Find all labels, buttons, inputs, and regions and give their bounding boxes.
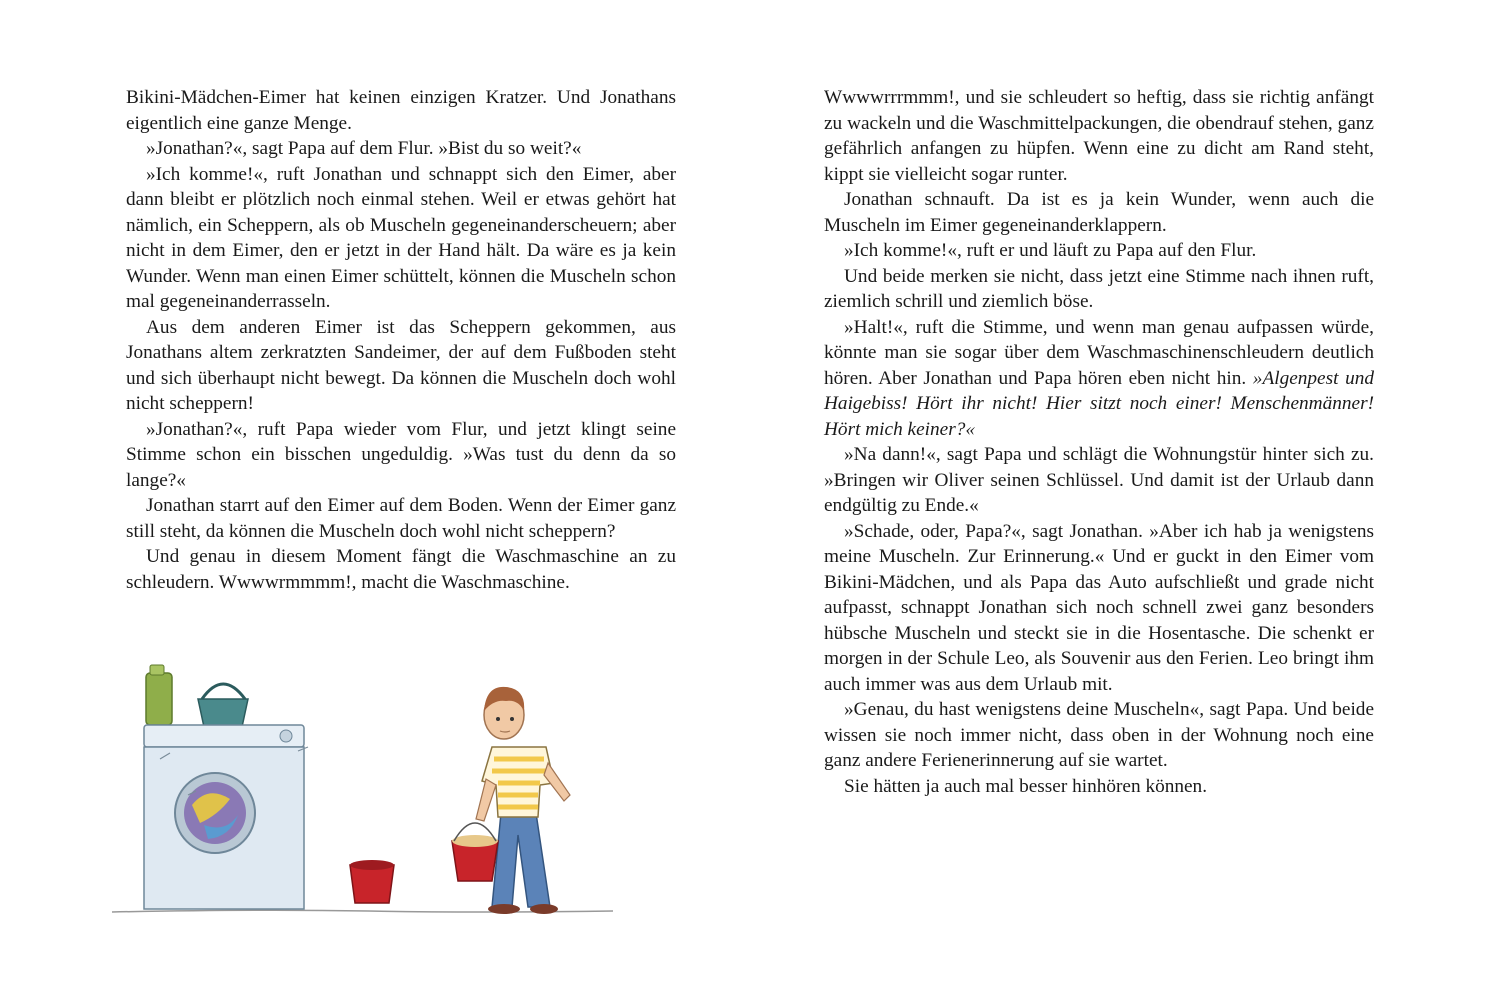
paragraph: »Jonathan?«, ruft Papa wieder vom Flur, und jetzt klingt seine Stimme schon ein bisschen ungeduldig. »Was tust du denn da so lange?« <box>126 418 676 491</box>
paragraph: »Jonathan?«, sagt Papa auf dem Flur. »Bist du so weit?« <box>146 138 582 159</box>
washing-machine <box>144 725 308 909</box>
paragraph: Sie hätten ja auch mal besser hinhören können. <box>844 775 1208 797</box>
paragraph: »Na dann!«, sagt Papa und schlägt die Wohnungstür hinter sich zu. »Bringen wir Oliver seinen Schlüssel. Und damit ist der Urlaub dann endgültig zu Ende.« <box>824 444 1374 516</box>
paragraph-text: »Halt!«, ruft die Stimme, und wenn man genau aufpassen würde, könnte man sie sogar über dem Waschmaschinenschleudern deutlich hören. Aber Jonathan und Papa hören eben nicht hin. <box>824 316 1374 389</box>
paragraph: Wwwwrrrmmm!, und sie schleudert so heftig, dass sie richtig anfängt zu wackeln und die Waschmittelpackungen, die obendrauf stehen, ganz gefährlich anfangen zu hüpfen. Wenn eine zu dicht am Rand steht, kippt sie vielleicht sogar runter. <box>824 87 1374 185</box>
detergent-bottle <box>146 665 172 725</box>
paragraph: Jonathan schnauft. Da ist es ja kein Wunder, wenn auch die Muscheln im Eimer gegeneinanderklappern. <box>824 189 1374 236</box>
small-red-bucket <box>350 860 394 903</box>
paragraph: Jonathan starrt auf den Eimer auf dem Boden. Wenn der Eimer ganz still steht, da können die Muscheln doch wohl nicht scheppern? <box>126 495 676 542</box>
paragraph: »Ich komme!«, ruft er und läuft zu Papa auf den Flur. <box>844 240 1257 261</box>
paragraph: Und genau in diesem Moment fängt die Waschmaschine an zu schleudern. Wwwwrmmmm!, macht die Waschmaschine. <box>126 546 676 593</box>
paragraph: »Schade, oder, Papa?«, sagt Jonathan. »Aber ich hab ja wenigstens meine Muscheln. Zur Erinnerung.« Und er guckt in den Eimer vom Bikini-Mädchen, und als Papa das Auto aufschließt und grade nicht aufpasst, schnappt Jonathan sich noch schnell zwei ganz besonders hübsche Muscheln und steckt sie in die Hosentasche. Die schenkt er morgen in der Schule Leo, als Souvenir aus den Ferien. Leo bringt ihm auch immer was aus dem Urlaub mit. <box>824 520 1374 695</box>
laundry-basket <box>198 684 248 727</box>
illustration-laundry-scene <box>108 655 618 920</box>
paragraph: »Ich komme!«, ruft Jonathan und schnappt sich den Eimer, aber dann bleibt er plötzlich noch einmal stehen. Weil er etwas gehört hat nämlich, ein Scheppern, als ob Muscheln gegeneinanderscheuern; aber nicht in dem Eimer, den er jetzt in der Hand hält. Da wäre es ja kein Wunder. Wenn man einen Eimer schüttelt, können die Muscheln schon mal gegeneinanderrasseln. <box>126 163 676 312</box>
right-page-text <box>824 85 1374 799</box>
italic-voice-text: »Algenpest und Haigebiss! Hört ihr nicht! Hier sitzt noch einer! Menschenmänner! Hört mich keiner?« <box>824 367 1374 440</box>
paragraph: Aus dem anderen Eimer ist das Scheppern gekommen, aus Jonathans altem zerkratzten Sandeimer, der auf dem Fußboden steht und sich überhaupt nicht bewegt. Da können die Muscheln doch wohl nicht scheppern! <box>126 316 676 414</box>
paragraph <box>824 315 1374 443</box>
paragraph: Und beide merken sie nicht, dass jetzt eine Stimme nach ihnen ruft, ziemlich schrill und ziemlich böse. <box>824 265 1374 312</box>
paragraph: »Genau, du hast wenigstens deine Muscheln«, sagt Papa. Und beide wissen sie noch immer nicht, dass oben in der Wohnung noch eine ganz andere Ferienerinnerung auf sie wartet. <box>824 699 1374 771</box>
left-page-text <box>126 85 676 595</box>
paragraph: Bikini-Mädchen-Eimer hat keinen einzigen Kratzer. Und Jonathans eigentlich eine ganze Menge. <box>126 87 676 134</box>
red-bucket-in-hand <box>452 823 498 881</box>
